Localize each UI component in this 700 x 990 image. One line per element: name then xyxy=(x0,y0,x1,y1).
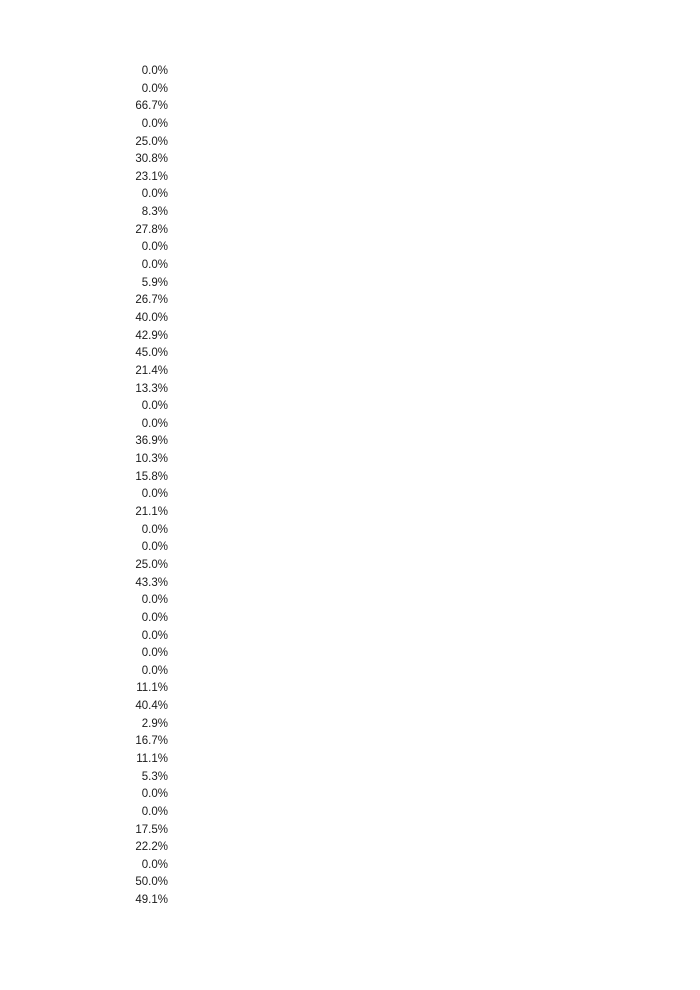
percentage-cell: 26.7% xyxy=(135,294,168,307)
percentage-cell: 40.0% xyxy=(135,311,168,324)
percentage-cell: 21.4% xyxy=(135,364,168,377)
percentage-cell: 0.0% xyxy=(141,611,168,624)
percentage-cell: 5.3% xyxy=(141,770,168,783)
percentage-cell: 22.2% xyxy=(135,841,168,854)
percentage-cell: 17.5% xyxy=(135,823,168,836)
percentage-cell: 0.0% xyxy=(141,82,168,95)
percentage-cell: 2.9% xyxy=(141,717,168,730)
percentage-cell: 50.0% xyxy=(135,876,168,889)
percentage-cell: 0.0% xyxy=(141,858,168,871)
percentage-cell: 0.0% xyxy=(141,523,168,536)
percentage-cell: 0.0% xyxy=(141,594,168,607)
percentage-cell: 0.0% xyxy=(141,664,168,677)
percentage-cell: 8.3% xyxy=(141,206,168,219)
percentage-cell: 0.0% xyxy=(141,488,168,501)
percentage-cell: 0.0% xyxy=(141,400,168,413)
percentage-cell: 0.0% xyxy=(141,241,168,254)
percentage-cell: 30.8% xyxy=(135,153,168,166)
percentage-cell: 66.7% xyxy=(135,100,168,113)
percentage-cell: 0.0% xyxy=(141,417,168,430)
percentage-cell: 23.1% xyxy=(135,170,168,183)
percentage-cell: 40.4% xyxy=(135,700,168,713)
percentage-cell: 11.1% xyxy=(136,682,168,695)
percentage-cell: 15.8% xyxy=(135,470,168,483)
percentage-cell: 0.0% xyxy=(141,647,168,660)
percentage-column xyxy=(100,63,168,910)
percentage-cell: 21.1% xyxy=(135,506,168,519)
percentage-cell: 16.7% xyxy=(135,735,168,748)
percentage-cell: 27.8% xyxy=(135,223,168,236)
percentage-cell: 43.3% xyxy=(135,576,168,589)
percentage-cell: 49.1% xyxy=(135,894,168,907)
percentage-cell: 0.0% xyxy=(141,805,168,818)
percentage-cell: 5.9% xyxy=(141,276,168,289)
percentage-cell: 42.9% xyxy=(135,329,168,342)
percentage-cell: 0.0% xyxy=(141,188,168,201)
percentage-cell: 0.0% xyxy=(141,788,168,801)
percentage-cell: 11.1% xyxy=(136,752,168,765)
percentage-cell: 25.0% xyxy=(135,558,168,571)
percentage-cell: 0.0% xyxy=(141,541,168,554)
percentage-cell: 0.0% xyxy=(141,117,168,130)
percentage-cell: 0.0% xyxy=(141,65,168,77)
percentage-cell: 36.9% xyxy=(135,435,168,448)
percentage-cell: 10.3% xyxy=(135,453,168,466)
percentage-cell: 0.0% xyxy=(141,259,168,272)
percentage-cell: 0.0% xyxy=(141,629,168,642)
percentage-cell: 13.3% xyxy=(135,382,168,395)
percentage-cell: 25.0% xyxy=(135,135,168,148)
percentage-cell: 45.0% xyxy=(135,347,168,360)
